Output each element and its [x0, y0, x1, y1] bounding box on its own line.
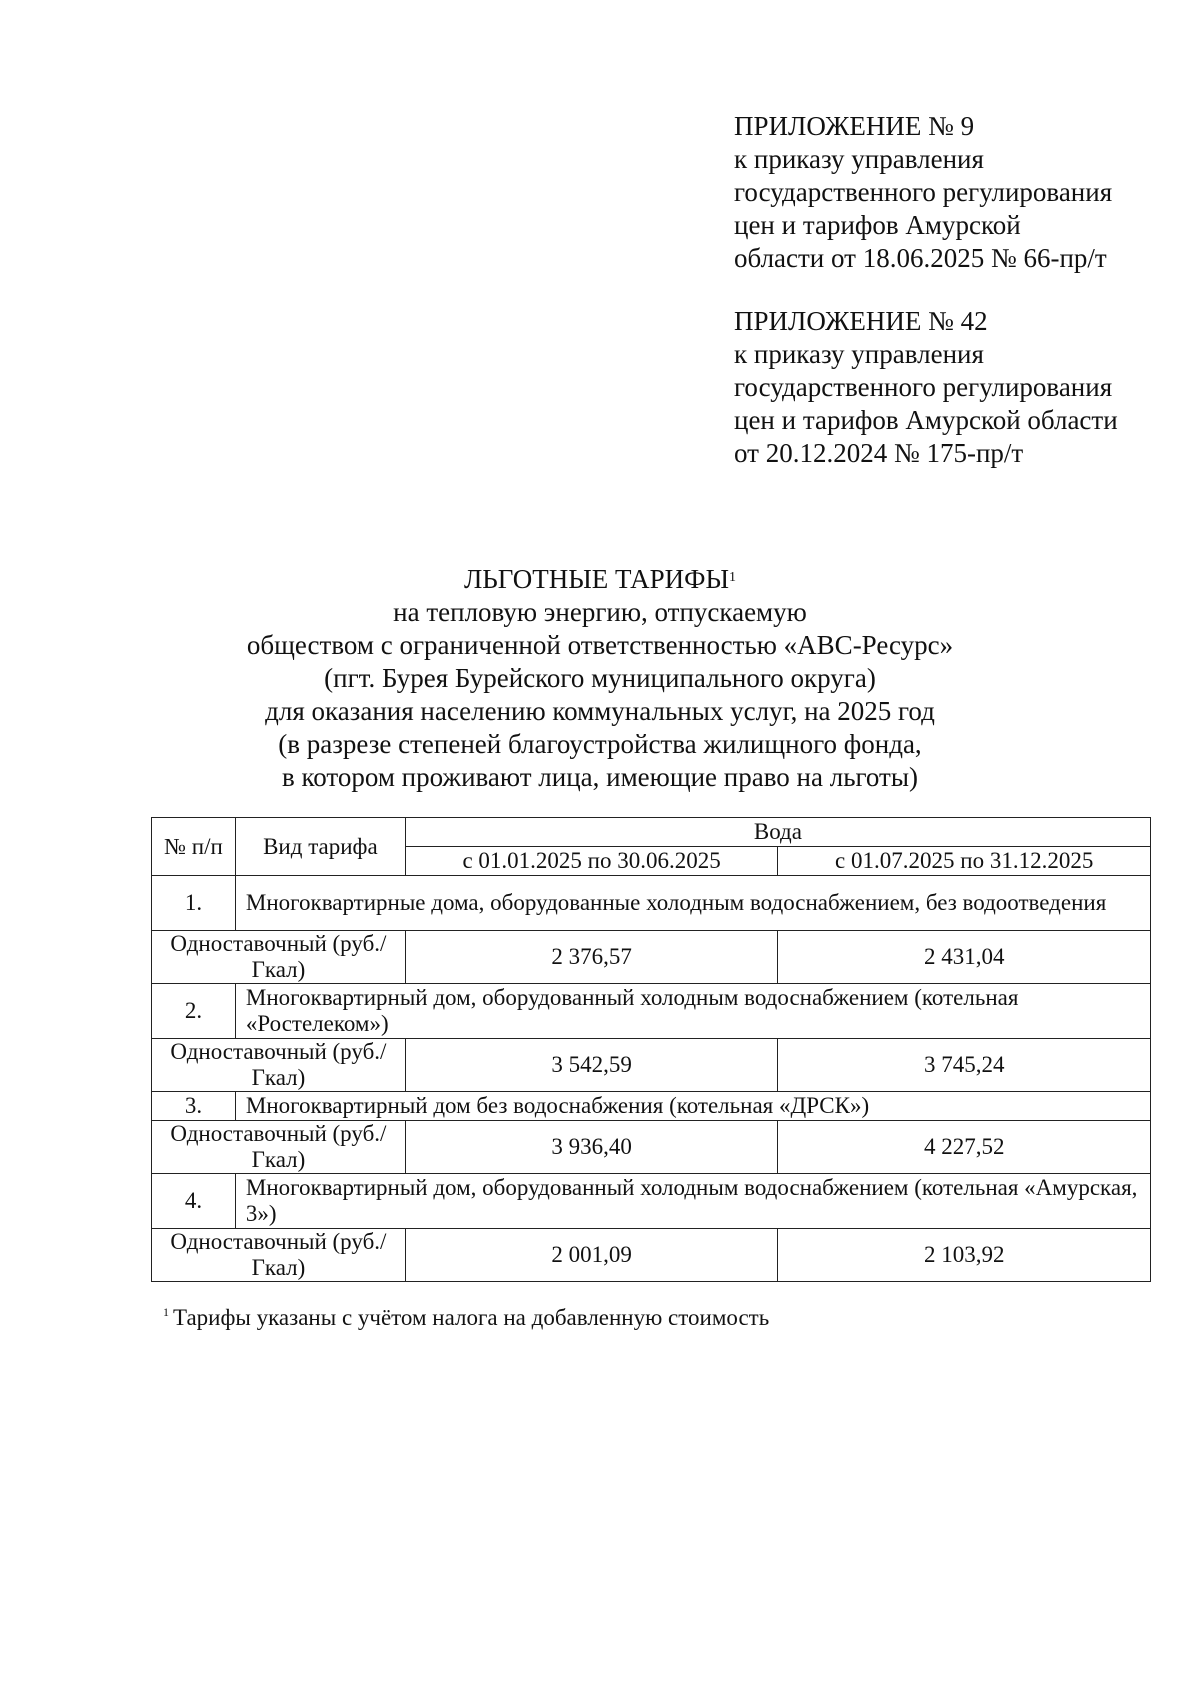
annex-current-heading: ПРИЛОЖЕНИЕ № 9 — [734, 111, 975, 141]
group-description: Многоквартирные дома, оборудованные холодным водоснабжением, без водоотведения — [235, 876, 1150, 931]
table-row — [152, 1039, 1151, 1092]
table-row — [152, 1229, 1151, 1282]
header-period2: с 01.07.2025 по 31.12.2025 — [778, 847, 1151, 876]
table-group-row — [152, 984, 1151, 1039]
group-description: Многоквартирный дом, оборудованный холодным водоснабжением (котельная «Ростелеком») — [235, 984, 1150, 1039]
rate-type: Одноставочный (руб./Гкал) — [152, 931, 406, 984]
rate-value-period2: 4 227,52 — [778, 1121, 1151, 1174]
table-group-row — [152, 1174, 1151, 1229]
group-num: 3. — [152, 1092, 236, 1121]
table-row — [152, 931, 1151, 984]
table-header-row — [152, 818, 1151, 847]
group-num: 2. — [152, 984, 236, 1039]
annex-current — [734, 110, 1174, 275]
subtitle-line: (в разрезе степеней благоустройства жилищного фонда, — [278, 729, 922, 759]
header-num: № п/п — [152, 818, 236, 876]
header-group: Вода — [405, 818, 1150, 847]
rate-value-period1: 2 376,57 — [405, 931, 778, 984]
annex-current-line: государственного регулирования — [734, 177, 1113, 207]
rate-value-period2: 2 431,04 — [778, 931, 1151, 984]
rate-value-period2: 3 745,24 — [778, 1039, 1151, 1092]
annex-original-line: государственного регулирования — [734, 372, 1113, 402]
rate-type: Одноставочный (руб./Гкал) — [152, 1039, 406, 1092]
annex-original-line: от 20.12.2024 № 175-пр/т — [734, 438, 1024, 468]
table-row — [152, 1121, 1151, 1174]
rate-type: Одноставочный (руб./Гкал) — [152, 1121, 406, 1174]
title-footnote-mark: 1 — [729, 570, 737, 585]
document-title-block — [0, 563, 1200, 794]
subtitle-line: обществом с ограниченной ответственностью «АВС-Ресурс» — [246, 630, 954, 660]
rate-value-period2: 2 103,92 — [778, 1229, 1151, 1282]
annex-original — [734, 305, 1174, 470]
rate-value-period1: 3 542,59 — [405, 1039, 778, 1092]
table-group-row — [152, 876, 1151, 931]
document-title-text: ЛЬГОТНЫЕ ТАРИФЫ — [463, 564, 730, 594]
group-num: 1. — [152, 876, 236, 931]
rate-value-period1: 3 936,40 — [405, 1121, 778, 1174]
subtitle-line: в котором проживают лица, имеющие право на льготы) — [282, 762, 918, 792]
tariff-table — [151, 817, 1151, 1282]
subtitle-line: (пгт. Бурея Бурейского муниципального округа) — [324, 663, 876, 693]
rate-value-period1: 2 001,09 — [405, 1229, 778, 1282]
annex-current-line: к приказу управления — [734, 144, 984, 174]
header-period1: с 01.01.2025 по 30.06.2025 — [405, 847, 778, 876]
subtitle-line: для оказания населению коммунальных услуг, на 2025 год — [265, 696, 935, 726]
annex-original-heading: ПРИЛОЖЕНИЕ № 42 — [734, 306, 988, 336]
footnote-text: Тарифы указаны с учётом налога на добавленную стоимость — [173, 1305, 770, 1330]
header-type: Вид тарифа — [235, 818, 405, 876]
annex-current-line: цен и тарифов Амурской — [734, 210, 1021, 240]
group-description: Многоквартирный дом, оборудованный холодным водоснабжением (котельная «Амурская, 3») — [235, 1174, 1150, 1229]
footnote — [163, 1305, 769, 1331]
group-num: 4. — [152, 1174, 236, 1229]
footnote-mark: 1 — [163, 1305, 169, 1319]
annex-original-line: к приказу управления — [734, 339, 984, 369]
table-group-row — [152, 1092, 1151, 1121]
subtitle-line: на тепловую энергию, отпускаемую — [393, 597, 807, 627]
group-description: Многоквартирный дом без водоснабжения (котельная «ДРСК») — [235, 1092, 1150, 1121]
annex-current-line: области от 18.06.2025 № 66-пр/т — [734, 243, 1107, 273]
annex-original-line: цен и тарифов Амурской области — [734, 405, 1118, 435]
rate-type: Одноставочный (руб./Гкал) — [152, 1229, 406, 1282]
document-title — [0, 563, 1200, 596]
